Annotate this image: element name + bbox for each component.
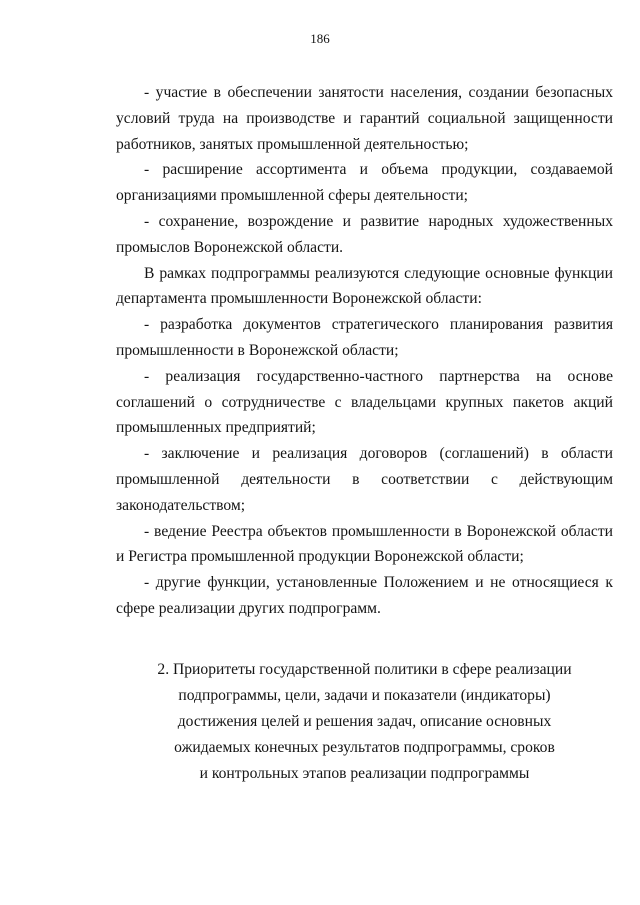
section-heading	[116, 657, 613, 787]
section-heading-line: подпрограммы, цели, задачи и показатели (индикаторы)	[178, 687, 551, 704]
paragraph-employment: - участие в обеспечении занятости населения, создании безопасных условий труда на производстве и гарантий социальной защищенности работников, занятых промышленной деятельностью;	[116, 84, 613, 153]
paragraph-other-functions: - другие функции, установленные Положением и не относящиеся к сфере реализации других подпрограмм.	[116, 574, 613, 617]
section-heading-line: достижения целей и решения задач, описание основных	[177, 713, 552, 730]
paragraph-registry: - ведение Реестра объектов промышленности в Воронежской области и Регистра промышленной продукции Воронежской области;	[116, 522, 613, 566]
section-heading-line: ожидаемых конечных результатов подпрограммы, сроков	[174, 739, 555, 756]
paragraph-public-private-partnership: - реализация государственно-частного партнерства на основе соглашений о сотрудничестве с владельцами крупных пакетов акций промышленных предприятий;	[116, 367, 613, 437]
paragraph-folk-crafts: - сохранение, возрождение и развитие народных художественных промыслов Воронежской области.	[116, 212, 613, 256]
page-number: 186	[310, 31, 330, 46]
section-heading-line: и контрольных этапов реализации подпрограммы	[199, 765, 530, 782]
paragraph-product-range: - расширение ассортимента и объема продукции, создаваемой организациями промышленной сферы деятельности;	[116, 161, 613, 205]
paragraph-functions-intro: В рамках подпрограммы реализуются следующие основные функции департамента промышленности Воронежской области:	[116, 264, 613, 308]
body-text	[116, 80, 613, 622]
paragraph-strategic-planning: - разработка документов стратегического планирования развития промышленности в Воронежской области;	[116, 316, 613, 359]
paragraph-agreements: - заключение и реализация договоров (соглашений) в области промышленной деятельности в соответствии с действующим законодательством;	[116, 445, 613, 514]
section-heading-line: 2. Приоритеты государственной политики в сфере реализации	[157, 661, 572, 678]
